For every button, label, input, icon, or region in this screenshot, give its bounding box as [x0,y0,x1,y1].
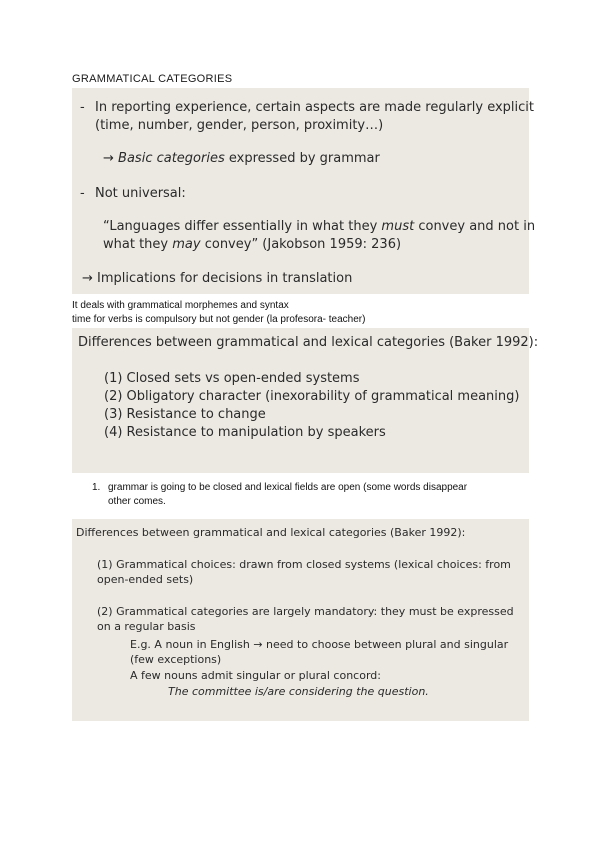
quote-text: convey and not in [418,219,536,234]
slide2-item: (4) Resistance to manipulation by speakers [104,425,386,440]
slide3-example: The committee is/are considering the question. [168,685,429,698]
bullet1-line1: In reporting experience, certain aspects are made regularly explicit [95,100,535,115]
implications-line [82,270,352,288]
quote-text: “Languages differ essentially in what they [103,219,378,234]
basic-categories-line [103,150,380,168]
arrow-icon: → [103,151,114,166]
slide2-item: (2) Obligatory character (inexorability of grammatical meaning) [104,389,520,404]
note-line: time for verbs is compulsory but not gender (la profesora- teacher) [72,314,366,325]
quote-may: may [172,237,201,252]
slide2-item: (3) Resistance to change [104,407,266,422]
basic-categories-rest: expressed by grammar [228,151,380,166]
basic-categories-italic: Basic categories [118,151,225,166]
slide2-item: (1) Closed sets vs open-ended systems [104,371,360,386]
quote-text: convey” (Jakobson 1959: 236) [204,237,402,252]
list-number: 1. [92,482,101,493]
slide3-text: open-ended sets) [97,573,194,586]
bullet1-line2: (time, number, gender, person, proximity…) [95,118,384,133]
slide3-text: (few exceptions) [130,653,222,666]
slide2-title: Differences between grammatical and lexical categories (Baker 1992): [78,335,539,350]
slide3-text: (2) Grammatical categories are largely mandatory: they must be expressed [97,605,514,618]
arrow-icon: → [82,271,93,286]
quote-line1 [103,218,535,236]
quote-line2 [103,236,401,254]
list-note-line: other comes. [108,496,166,507]
implications-text: Implications for decisions in translation [97,271,353,286]
list-note-line: grammar is going to be closed and lexical fields are open (some words disappear [108,482,468,493]
page-heading: GRAMMATICAL CATEGORIES [72,73,233,85]
slide3-title: Differences between grammatical and lexical categories (Baker 1992): [76,526,466,539]
bullet-dash: - [80,186,85,201]
quote-text: what they [103,237,169,252]
note-line: It deals with grammatical morphemes and syntax [72,300,289,311]
quote-must: must [381,219,415,234]
slide3-text: (1) Grammatical choices: drawn from closed systems (lexical choices: from [97,558,511,571]
slide3-text: A few nouns admit singular or plural concord: [130,669,381,682]
bullet2-text: Not universal: [95,186,186,201]
bullet-dash: - [80,100,85,115]
slide3-text: on a regular basis [97,620,196,633]
slide3-text: E.g. A noun in English → need to choose between plural and singular [130,638,509,651]
